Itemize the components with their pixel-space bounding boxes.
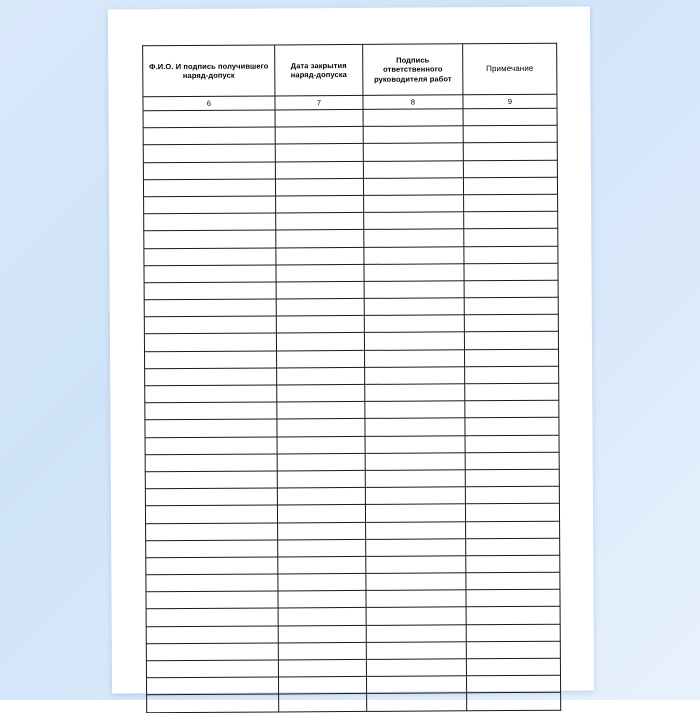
- table-cell[interactable]: [365, 470, 465, 488]
- table-cell[interactable]: [464, 349, 558, 367]
- table-cell[interactable]: [144, 333, 276, 351]
- table-cell[interactable]: [366, 659, 466, 677]
- table-cell[interactable]: [466, 607, 560, 625]
- table-cell[interactable]: [143, 179, 275, 197]
- table-cell[interactable]: [275, 161, 363, 179]
- table-cell[interactable]: [464, 314, 558, 332]
- table-cell[interactable]: [466, 658, 560, 676]
- table-cell[interactable]: [278, 642, 366, 660]
- table-cell[interactable]: [366, 556, 466, 574]
- table-cell[interactable]: [145, 454, 277, 472]
- table-cell[interactable]: [465, 383, 559, 401]
- table-cell[interactable]: [144, 230, 276, 248]
- table-cell[interactable]: [466, 521, 560, 539]
- table-cell[interactable]: [465, 504, 559, 522]
- table-cell[interactable]: [276, 333, 364, 351]
- table-cell[interactable]: [363, 178, 463, 196]
- naryad-dopusk-table: [142, 43, 561, 713]
- table-cell[interactable]: [463, 143, 557, 161]
- table-cell[interactable]: [278, 608, 366, 626]
- table-cell[interactable]: [366, 607, 466, 625]
- table-cell[interactable]: [277, 367, 365, 385]
- form-table-container: [142, 43, 560, 664]
- table-cell[interactable]: [278, 591, 366, 609]
- table-cell[interactable]: [146, 626, 278, 644]
- table-cell[interactable]: [363, 126, 463, 144]
- table-cell[interactable]: [467, 693, 561, 711]
- table-cell[interactable]: [463, 125, 557, 143]
- table-cell[interactable]: [465, 435, 559, 453]
- table-cell[interactable]: [365, 401, 465, 419]
- table-cell[interactable]: [465, 418, 559, 436]
- table-cell[interactable]: [365, 487, 465, 505]
- table-cell[interactable]: [366, 521, 466, 539]
- table-cell[interactable]: [365, 367, 465, 385]
- table-cell[interactable]: [144, 316, 276, 334]
- table-cell[interactable]: [277, 470, 365, 488]
- table-cell[interactable]: [277, 453, 365, 471]
- column-number-6: 6: [143, 96, 275, 111]
- table-cell[interactable]: [366, 590, 466, 608]
- table-cell[interactable]: [276, 281, 364, 299]
- table-cell[interactable]: [278, 659, 366, 677]
- table-cell[interactable]: [463, 177, 557, 195]
- table-cell[interactable]: [143, 162, 275, 180]
- table-cell[interactable]: [464, 332, 558, 350]
- table-cell[interactable]: [277, 419, 365, 437]
- table-cell[interactable]: [279, 694, 367, 712]
- table-cell[interactable]: [275, 144, 363, 162]
- table-cell[interactable]: [277, 402, 365, 420]
- table-header-row: [143, 43, 557, 97]
- table-cell[interactable]: [466, 675, 560, 693]
- column-header-responsible-signature: Подпись ответственного руководителя работ: [363, 44, 463, 96]
- table-cell[interactable]: [364, 195, 464, 213]
- table-cell[interactable]: [143, 144, 275, 162]
- table-cell[interactable]: [146, 522, 278, 540]
- table-cell[interactable]: [144, 299, 276, 317]
- table-cell[interactable]: [366, 538, 466, 556]
- table-cell[interactable]: [464, 246, 558, 264]
- table-cell[interactable]: [466, 589, 560, 607]
- table-cell[interactable]: [365, 418, 465, 436]
- table-cell[interactable]: [365, 504, 465, 522]
- table-cell[interactable]: [146, 540, 278, 558]
- table-cell[interactable]: [146, 660, 278, 678]
- table-cell[interactable]: [464, 229, 558, 247]
- table-cell[interactable]: [465, 469, 559, 487]
- table-cell[interactable]: [278, 522, 366, 540]
- table-cell[interactable]: [366, 676, 466, 694]
- table-cell[interactable]: [276, 298, 364, 316]
- table-cell[interactable]: [145, 402, 277, 420]
- table-cell[interactable]: [466, 641, 560, 659]
- table-cell[interactable]: [145, 437, 277, 455]
- table-cell[interactable]: [145, 419, 277, 437]
- table-cell[interactable]: [277, 436, 365, 454]
- table-cell[interactable]: [366, 624, 466, 642]
- table-cell[interactable]: [466, 538, 560, 556]
- table-cell[interactable]: [363, 143, 463, 161]
- table-cell[interactable]: [465, 452, 559, 470]
- table-cell[interactable]: [275, 109, 363, 127]
- paper-sheet: [108, 7, 594, 694]
- table-cell[interactable]: [366, 573, 466, 591]
- table-cell[interactable]: [365, 453, 465, 471]
- table-cell[interactable]: [276, 195, 364, 213]
- table-cell[interactable]: [464, 194, 558, 212]
- table-cell[interactable]: [364, 229, 464, 247]
- table-cell[interactable]: [276, 316, 364, 334]
- table-cell[interactable]: [364, 298, 464, 316]
- table-cell[interactable]: [277, 505, 365, 523]
- column-header-fio-signature: Ф.И.О. И подпись получившего наряд-допуск: [143, 45, 275, 97]
- table-cell[interactable]: [465, 486, 559, 504]
- table-cell[interactable]: [463, 160, 557, 178]
- table-cell[interactable]: [365, 435, 465, 453]
- table-cell[interactable]: [145, 505, 277, 523]
- table-cell[interactable]: [145, 351, 277, 369]
- table-cell[interactable]: [278, 539, 366, 557]
- table-cell[interactable]: [464, 211, 558, 229]
- table-cell[interactable]: [145, 368, 277, 386]
- table-cell[interactable]: [464, 297, 558, 315]
- table-cell[interactable]: [144, 282, 276, 300]
- table-cell[interactable]: [364, 246, 464, 264]
- table-cell[interactable]: [277, 384, 365, 402]
- table-cell[interactable]: [145, 385, 277, 403]
- column-number-8: 8: [363, 95, 463, 110]
- table-cell[interactable]: [147, 694, 279, 712]
- table-cell[interactable]: [464, 280, 558, 298]
- table-cell[interactable]: [144, 196, 276, 214]
- table-cell[interactable]: [277, 488, 365, 506]
- table-cell[interactable]: [276, 230, 364, 248]
- table-cell[interactable]: [367, 693, 467, 711]
- table-cell[interactable]: [366, 642, 466, 660]
- table-cell[interactable]: [464, 263, 558, 281]
- table-cell[interactable]: [466, 624, 560, 642]
- table-cell[interactable]: [463, 108, 557, 126]
- table-cell[interactable]: [146, 591, 278, 609]
- column-number-7: 7: [275, 95, 363, 110]
- table-cell[interactable]: [466, 555, 560, 573]
- table-cell[interactable]: [144, 247, 276, 265]
- table-cell[interactable]: [278, 573, 366, 591]
- column-header-closing-date: Дата закрытия наряд-допуска: [275, 44, 363, 96]
- table-cell[interactable]: [275, 178, 363, 196]
- table-cell[interactable]: [146, 557, 278, 575]
- column-header-note: Примечание: [463, 43, 557, 95]
- table-cell[interactable]: [466, 572, 560, 590]
- table-cell[interactable]: [364, 263, 464, 281]
- table-cell[interactable]: [364, 281, 464, 299]
- table-cell[interactable]: [365, 349, 465, 367]
- table-cell[interactable]: [465, 366, 559, 384]
- table-cell[interactable]: [146, 574, 278, 592]
- column-number-9: 9: [463, 94, 557, 109]
- table-cell[interactable]: [146, 608, 278, 626]
- table-cell[interactable]: [143, 127, 275, 145]
- table-cell[interactable]: [277, 350, 365, 368]
- table-cell[interactable]: [364, 315, 464, 333]
- table-cell[interactable]: [278, 625, 366, 643]
- table-cell[interactable]: [146, 643, 278, 661]
- table-cell[interactable]: [278, 677, 366, 695]
- table-cell[interactable]: [276, 213, 364, 231]
- table-cell[interactable]: [276, 247, 364, 265]
- table-cell[interactable]: [275, 127, 363, 145]
- table-row[interactable]: [147, 693, 561, 713]
- table-cell[interactable]: [363, 109, 463, 127]
- table-cell[interactable]: [146, 677, 278, 695]
- table-cell[interactable]: [276, 264, 364, 282]
- table-cell[interactable]: [365, 384, 465, 402]
- table-cell[interactable]: [364, 212, 464, 230]
- table-cell[interactable]: [143, 110, 275, 128]
- table-cell[interactable]: [145, 471, 277, 489]
- table-cell[interactable]: [278, 556, 366, 574]
- table-cell[interactable]: [145, 488, 277, 506]
- table-cell[interactable]: [364, 332, 464, 350]
- table-cell[interactable]: [144, 213, 276, 231]
- table-cell[interactable]: [465, 400, 559, 418]
- table-cell[interactable]: [363, 160, 463, 178]
- table-cell[interactable]: [144, 265, 276, 283]
